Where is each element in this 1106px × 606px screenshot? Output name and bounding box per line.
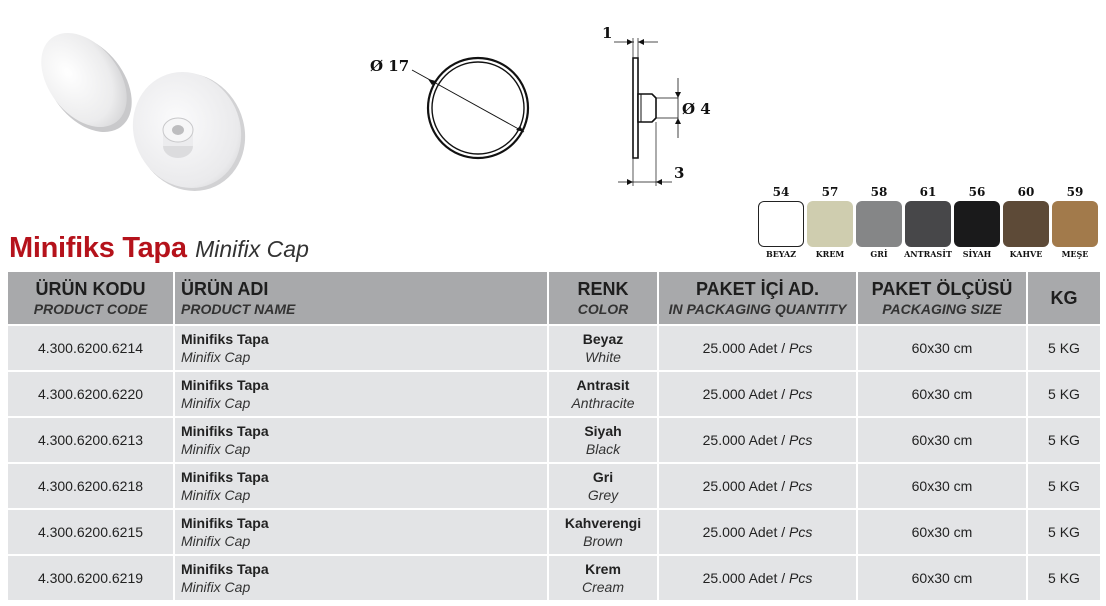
cell-packaging-size: 60x30 cm: [858, 556, 1026, 600]
cell-color: Gri Grey: [549, 464, 657, 508]
cap-back-view: [114, 54, 258, 196]
swatch-chip: [905, 201, 951, 247]
swatch: [1052, 184, 1098, 259]
thickness-label: 1: [602, 24, 613, 42]
swatch: [954, 184, 1000, 259]
cell-product-code: 4.300.6200.6214: [8, 326, 173, 370]
table-row: [8, 556, 1100, 600]
swatch: [905, 184, 951, 259]
product-table: [6, 270, 1102, 602]
cell-kg: 5 KG: [1028, 510, 1100, 554]
inner-diameter-label: Ø 4: [682, 100, 711, 118]
cell-color: Kahverengi Brown: [549, 510, 657, 554]
table-row: [8, 464, 1100, 508]
table-row: [8, 418, 1100, 462]
side-view-drawing: [598, 22, 738, 192]
swatch-code: 56: [968, 185, 986, 199]
cell-product-name: Minifiks Tapa Minifix Cap: [175, 510, 547, 554]
depth-label: 3: [674, 164, 685, 182]
cell-quantity: 25.000 Adet / Pcs: [659, 418, 856, 462]
table-row: [8, 326, 1100, 370]
swatch-chip: [807, 201, 853, 247]
swatch-name: SİYAH: [962, 249, 992, 259]
swatch-chip: [1052, 201, 1098, 247]
cell-kg: 5 KG: [1028, 326, 1100, 370]
cell-kg: 5 KG: [1028, 372, 1100, 416]
front-view-drawing: [366, 44, 546, 174]
header-packaging-size: PAKET ÖLÇÜSÜ PACKAGING SIZE: [858, 272, 1026, 324]
inner-rim: [432, 62, 524, 154]
header-product-name: ÜRÜN ADI PRODUCT NAME: [175, 272, 547, 324]
swatch-code: 61: [919, 185, 937, 199]
swatch-chip: [758, 201, 804, 247]
cell-product-name: Minifiks Tapa Minifix Cap: [175, 326, 547, 370]
cell-color: Krem Cream: [549, 556, 657, 600]
color-swatches: [758, 184, 1098, 259]
page-title: [9, 232, 309, 265]
header-product-code: ÜRÜN KODU PRODUCT CODE: [8, 272, 173, 324]
swatch-name: KREM: [815, 249, 845, 259]
cell-packaging-size: 60x30 cm: [858, 326, 1026, 370]
cell-kg: 5 KG: [1028, 418, 1100, 462]
swatch-name: ANTRASİT: [904, 249, 952, 259]
cell-color: Antrasit Anthracite: [549, 372, 657, 416]
cell-quantity: 25.000 Adet / Pcs: [659, 464, 856, 508]
swatch-name: MEŞE: [1061, 249, 1089, 259]
outer-rim: [428, 58, 528, 158]
cell-product-code: 4.300.6200.6215: [8, 510, 173, 554]
cell-product-name: Minifiks Tapa Minifix Cap: [175, 464, 547, 508]
title-main: Minifiks Tapa: [9, 232, 187, 264]
cell-kg: 5 KG: [1028, 556, 1100, 600]
cell-quantity: 25.000 Adet / Pcs: [659, 510, 856, 554]
cell-packaging-size: 60x30 cm: [858, 464, 1026, 508]
swatch: [856, 184, 902, 259]
swatch-code: 59: [1066, 185, 1084, 199]
swatch: [758, 184, 804, 259]
cell-packaging-size: 60x30 cm: [858, 510, 1026, 554]
swatch-code: 58: [870, 185, 888, 199]
header-kg: KG: [1028, 272, 1100, 324]
cell-product-name: Minifiks Tapa Minifix Cap: [175, 372, 547, 416]
cell-packaging-size: 60x30 cm: [858, 418, 1026, 462]
swatch-chip: [856, 201, 902, 247]
cell-product-code: 4.300.6200.6219: [8, 556, 173, 600]
cell-color: Beyaz White: [549, 326, 657, 370]
swatch-code: 60: [1017, 185, 1035, 199]
cell-quantity: 25.000 Adet / Pcs: [659, 556, 856, 600]
table-row: [8, 372, 1100, 416]
swatch-chip: [1003, 201, 1049, 247]
header-color: RENK COLOR: [549, 272, 657, 324]
title-subtitle: Minifix Cap: [195, 236, 309, 262]
cap-front-view: [24, 26, 150, 149]
cell-product-code: 4.300.6200.6213: [8, 418, 173, 462]
swatch-chip: [954, 201, 1000, 247]
swatch-name: BEYAZ: [765, 249, 797, 259]
swatch-name: KAHVE: [1009, 249, 1043, 259]
cell-color: Siyah Black: [549, 418, 657, 462]
cell-product-name: Minifiks Tapa Minifix Cap: [175, 556, 547, 600]
swatch: [1003, 184, 1049, 259]
cell-quantity: 25.000 Adet / Pcs: [659, 372, 856, 416]
swatch: [807, 184, 853, 259]
swatch-code: 54: [772, 185, 790, 199]
table-header-row: [8, 272, 1100, 324]
table-row: [8, 510, 1100, 554]
cell-kg: 5 KG: [1028, 464, 1100, 508]
product-photo: [18, 26, 258, 196]
cell-product-code: 4.300.6200.6220: [8, 372, 173, 416]
cell-packaging-size: 60x30 cm: [858, 372, 1026, 416]
outer-diameter-label: Ø 17: [370, 57, 410, 75]
header-packaging-quantity: PAKET İÇİ AD. IN PACKAGING QUANTITY: [659, 272, 856, 324]
swatch-name: GRİ: [870, 249, 888, 259]
swatch-code: 57: [821, 185, 839, 199]
cell-product-name: Minifiks Tapa Minifix Cap: [175, 418, 547, 462]
cell-quantity: 25.000 Adet / Pcs: [659, 326, 856, 370]
cell-product-code: 4.300.6200.6218: [8, 464, 173, 508]
